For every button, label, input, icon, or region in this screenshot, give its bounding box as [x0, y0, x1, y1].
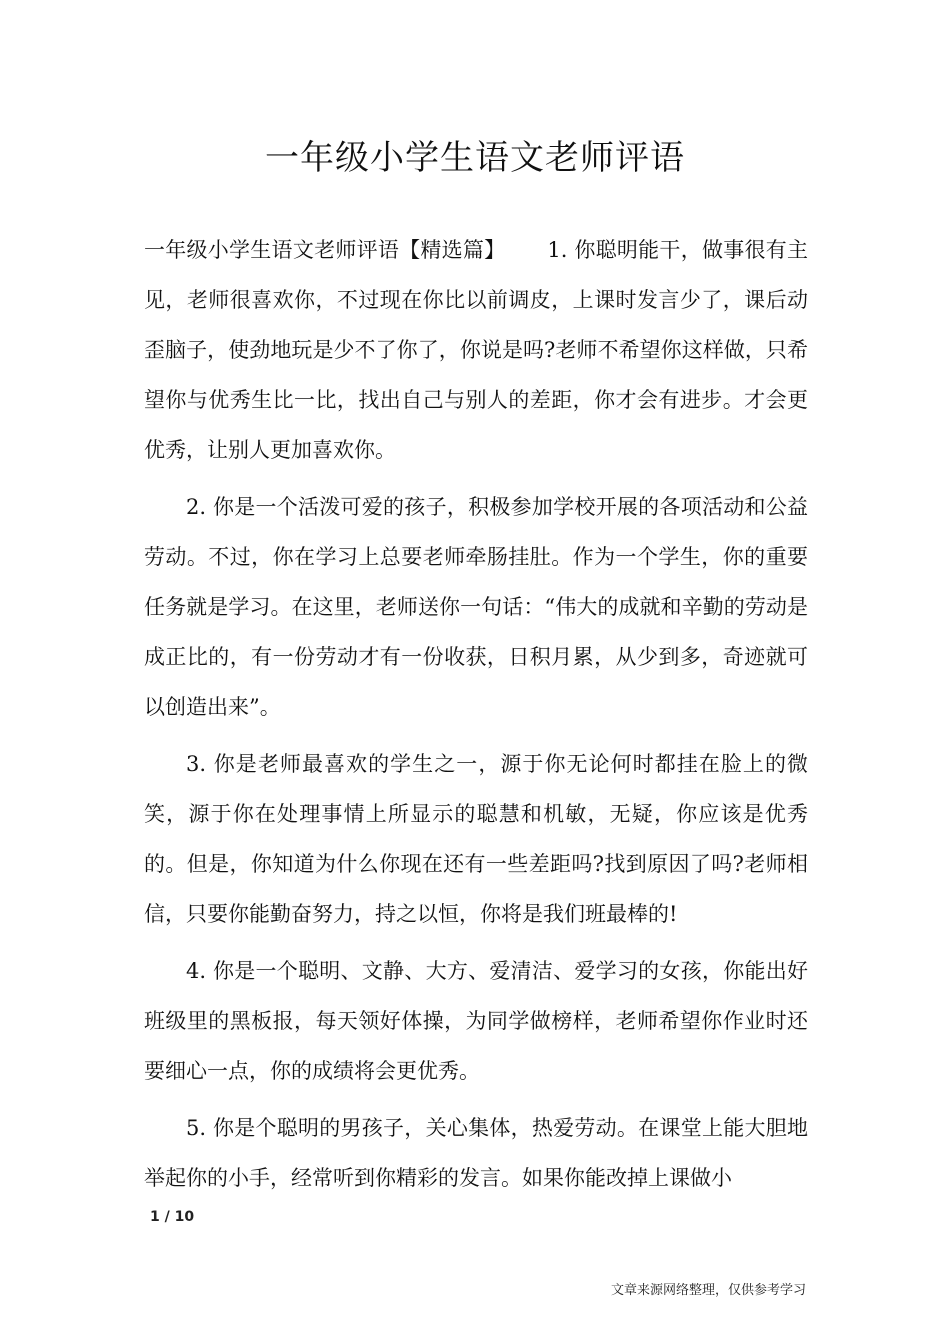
- paragraph-5: 5. 你是个聪明的男孩子，关心集体，热爱劳动。在课堂上能大胆地举起你的小手，经常听到你精彩的发言。如果你能改掉上课做小: [144, 1116, 808, 1190]
- paragraph-1: [144, 225, 808, 475]
- intro-heading: 一年级小学生语文老师评语【精选篇】: [144, 238, 506, 262]
- paragraph-1-text: 1. 你聪明能干，做事很有主见，老师很喜欢你，不过现在你比以前调皮，上课时发言少了，课后动歪脑子，使劲地玩是少不了你了，你说是吗?老师不希望你这样做，只希望你与优秀生比一比，找出自己与别人的差距，你才会有进步。才会更优秀，让别人更加喜欢你。: [144, 238, 808, 462]
- paragraph-3: 3. 你是老师最喜欢的学生之一，源于你无论何时都挂在脸上的微笑，源于你在处理事情上所显示的聪慧和机敏，无疑，你应该是优秀的。但是，你知道为什么你现在还有一些差距吗?找到原因了吗?老师相信，只要你能勤奋努力，持之以恒，你将是我们班最棒的!: [144, 752, 808, 926]
- footer-note: 文章来源网络整理，仅供参考学习: [610, 1283, 806, 1298]
- document-body: [144, 225, 808, 1210]
- paragraph-4: 4. 你是一个聪明、文静、大方、爱清洁、爱学习的女孩，你能出好班级里的黑板报，每天领好体操，为同学做榜样，老师希望你作业时还要细心一点，你的成绩将会更优秀。: [144, 959, 808, 1083]
- paragraph-2: 2. 你是一个活泼可爱的孩子，积极参加学校开展的各项活动和公益劳动。不过，你在学习上总要老师牵肠挂肚。作为一个学生，你的重要任务就是学习。在这里，老师送你一句话：“伟大的成就和辛勤的劳动是成正比的，有一份劳动才有一份收获，日积月累，从少到多，奇迹就可以创造出来”。: [144, 495, 808, 719]
- document-title: 一年级小学生语文老师评语: [265, 138, 685, 178]
- page-number: 1 / 10: [150, 1209, 195, 1225]
